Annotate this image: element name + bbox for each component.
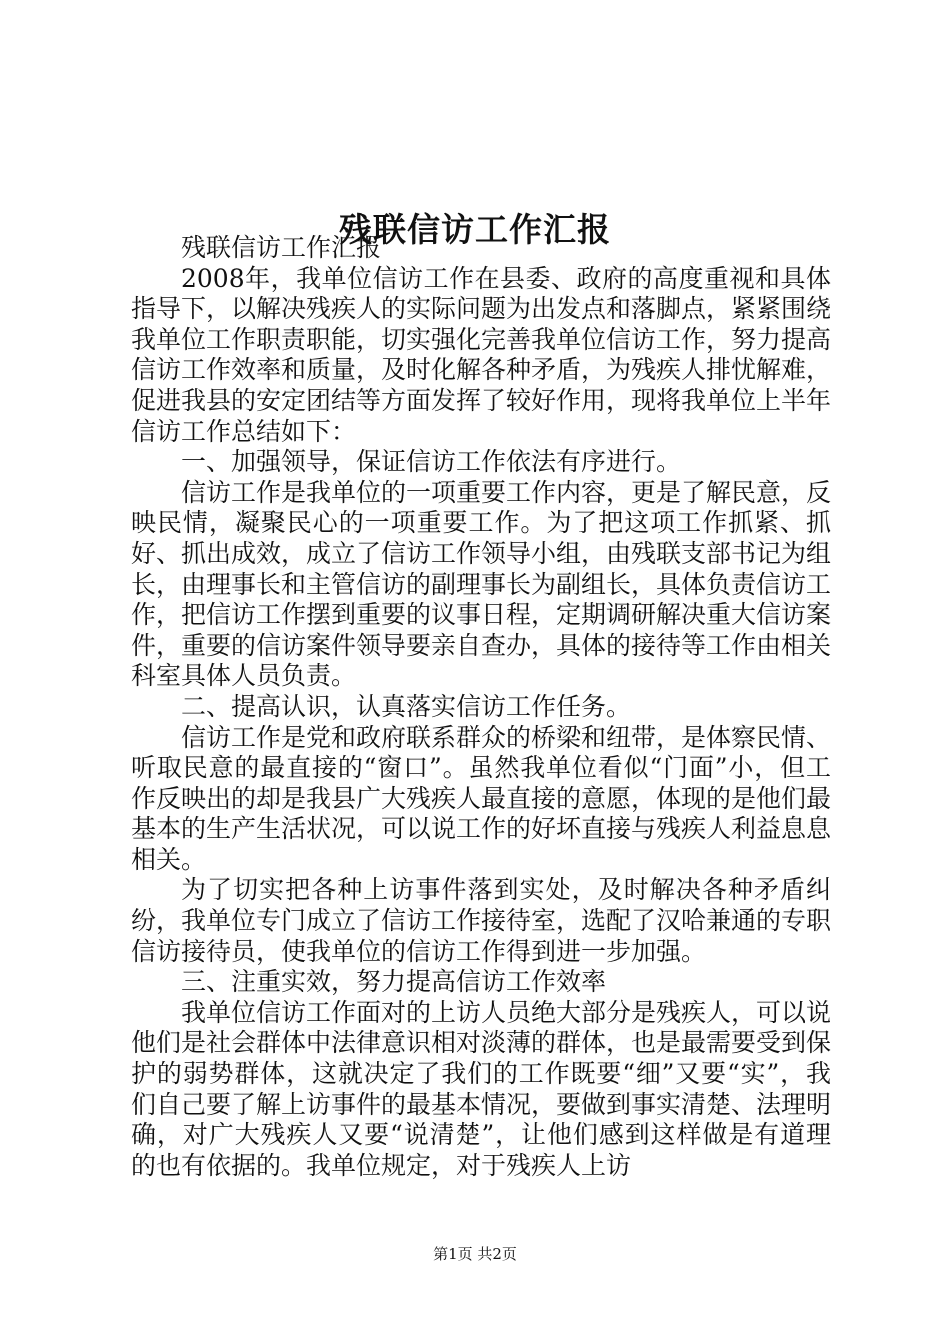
paragraph-subtitle: 残联信访工作汇报 (181, 233, 382, 262)
document-title: 残联信访工作汇报 (339, 210, 611, 250)
document-body (131, 233, 831, 1181)
paragraph-intro: 2008年，我单位信访工作在县委、政府的高度重视和具体指导下，以解决残疾人的实际问题为出发点和落脚点，紧紧围绕我单位工作职责职能，切实强化完善我单位信访工作，努力提高信访工作效率和质量，及时化解各种矛盾，为残疾人排忧解难，促进我县的安定团结等方面发挥了较好作用，现将我单位上半年信访工作总结如下： (131, 263, 832, 446)
section-heading-1: 一、加强领导，保证信访工作依法有序进行。 (181, 447, 682, 477)
page-number-footer: 第1页 共2页 (433, 1245, 517, 1263)
paragraph-section-3: 我单位信访工作面对的上访人员绝大部分是残疾人，可以说他们是社会群体中法律意识相对淡薄的群体，也是最需要受到保护的弱势群体，这就决定了我们的工作既要“细”又要“实”，我们自己要了解上访事件的最基本情况，要做到事实清楚、法理明确，对广大残疾人又要“说清楚”，让他们感到这样做是有道理的也有依据的。我单位规定，对于残疾人上访 (131, 997, 832, 1180)
paragraph-section-2b: 为了切实把各种上访事件落到实处，及时解决各种矛盾纠纷，我单位专门成立了信访工作接待室，选配了汉哈兼通的专职信访接待员，使我单位的信访工作得到进一步加强。 (131, 875, 832, 966)
section-heading-2: 二、提高认识，认真落实信访工作任务。 (181, 691, 632, 721)
paragraph-section-2a: 信访工作是党和政府联系群众的桥梁和纽带，是体察民情、听取民意的最直接的“窗口”。虽然我单位看似“门面”小，但工作反映出的却是我县广大残疾人最直接的意愿，体现的是他们最基本的生产生活状况，可以说工作的好坏直接与残疾人利益息息相关。 (131, 722, 832, 874)
section-heading-3: 三、注重实效，努力提高信访工作效率 (181, 967, 607, 997)
paragraph-section-1: 信访工作是我单位的一项重要工作内容，更是了解民意，反映民情，凝聚民心的一项重要工作。为了把这项工作抓紧、抓好、抓出成效，成立了信访工作领导小组，由残联支部书记为组长，由理事长和主管信访的副理事长为副组长，具体负责信访工作，把信访工作摆到重要的议事日程，定期调研解决重大信访案件，重要的信访案件领导要亲自查办，具体的接待等工作由相关科室具体人员负责。 (131, 477, 832, 691)
